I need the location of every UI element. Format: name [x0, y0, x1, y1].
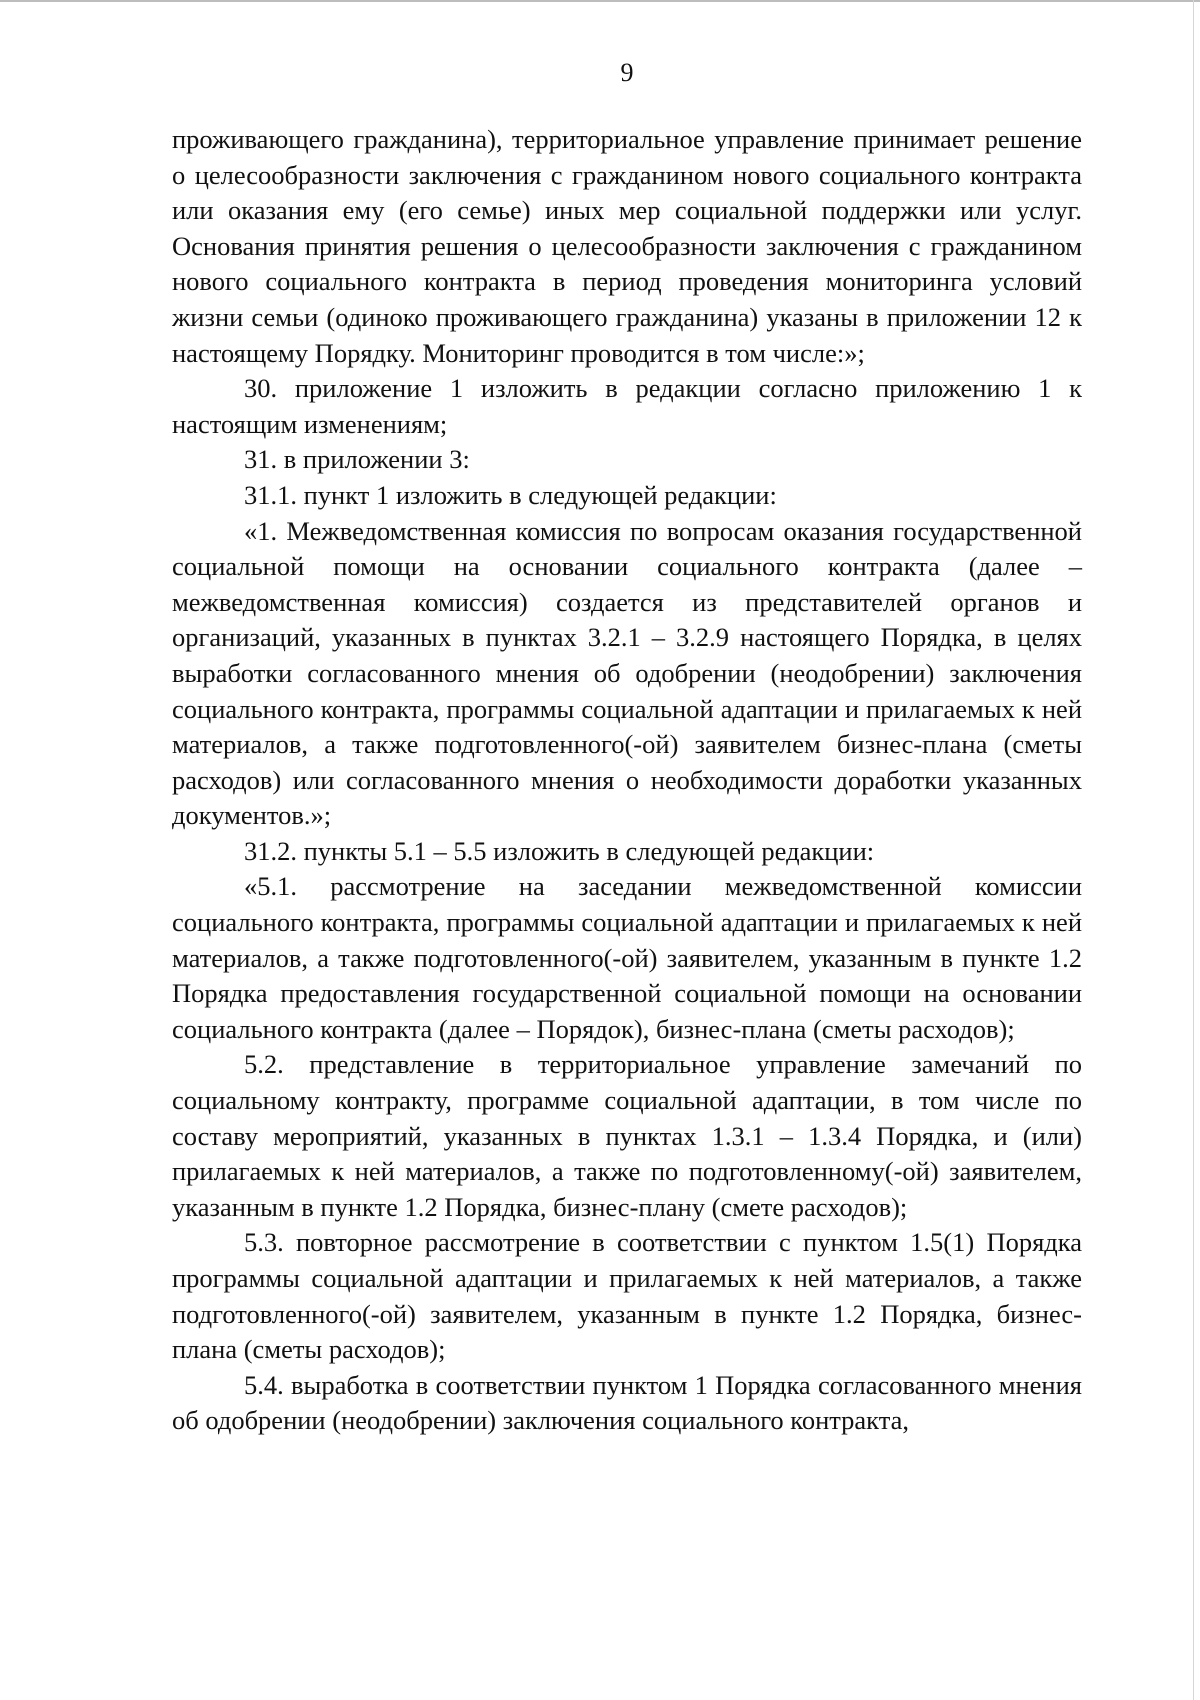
paragraph-clause-5-3: 5.3. повторное рассмотрение в соответствии с пунктом 1.5(1) Порядка программы социальной адаптации и прилагаемых к ней материалов, а также подготовленного(-ой) заявителем, указанным в пункте 1.2 Порядка, бизнес-плана (сметы расходов);: [172, 1227, 1082, 1365]
paragraph-item-31: 31. в приложении 3:: [244, 444, 470, 475]
paragraph-clause-1: «1. Межведомственная комиссия по вопросам оказания государственной социальной помощи на основании социального контракта (далее – межведомственная комиссия) создается из представителей органов и организаций, указанных в пунктах 3.2.1 – 3.2.9 настоящего Порядка, в целях выработки согласованного мнения об одобрении (неодобрении) заключения социального контракта, программы социальной адаптации и прилагаемых к ней материалов, а также подготовленного(-ой) заявителем бизнес-плана (сметы расходов) или согласованного мнения о необходимости доработки указанных документов.»;: [172, 515, 1082, 831]
scan-right-edge: [1193, 0, 1194, 1700]
paragraph-item-31-1: 31.1. пункт 1 изложить в следующей редакции:: [244, 479, 777, 510]
paragraph-clause-5-4: 5.4. выработка в соответствии пунктом 1 Порядка согласованного мнения об одобрении (неодобрении) заключения социального контракта,: [172, 1369, 1082, 1436]
paragraph-clause-5-2: 5.2. представление в территориальное управление замечаний по социальному контракту, программе социальной адаптации, в том числе по составу мероприятий, указанных в пунктах 1.3.1 – 1.3.4 Порядка, и (или) прилагаемых к ней материалов, а также по подготовленному(-ой) заявителем, указанным в пункте 1.2 Порядка, бизнес-плану (смете расходов);: [172, 1049, 1082, 1222]
document-body: [172, 122, 1082, 1439]
paragraph-item-31-2: 31.2. пункты 5.1 – 5.5 изложить в следующей редакции:: [244, 835, 875, 866]
paragraph-item-30: 30. приложение 1 изложить в редакции согласно приложению 1 к настоящим изменениям;: [172, 373, 1082, 439]
paragraph-continuation: проживающего гражданина), территориальное управление принимает решение о целесообразности заключения с гражданином нового социального контракта или оказания ему (его семье) иных мер социальной поддержки или услуг. Основания принятия решения о целесообразности заключения с гражданином нового социального контракта в период проведения мониторинга условий жизни семьи (одиноко проживающего гражданина) указаны в приложении 12 к настоящему Порядку. Мониторинг проводится в том числе:»;: [172, 124, 1082, 368]
page-number: 9: [620, 58, 634, 87]
scan-top-edge: [0, 0, 1200, 2]
paragraph-clause-5-1: «5.1. рассмотрение на заседании межведомственной комиссии социального контракта, программы социальной адаптации и прилагаемых к ней материалов, а также подготовленного(-ой) заявителем, указанным в пункте 1.2 Порядка предоставления государственной социальной помощи на основании социального контракта (далее – Порядок), бизнес-плана (сметы расходов);: [172, 871, 1082, 1044]
